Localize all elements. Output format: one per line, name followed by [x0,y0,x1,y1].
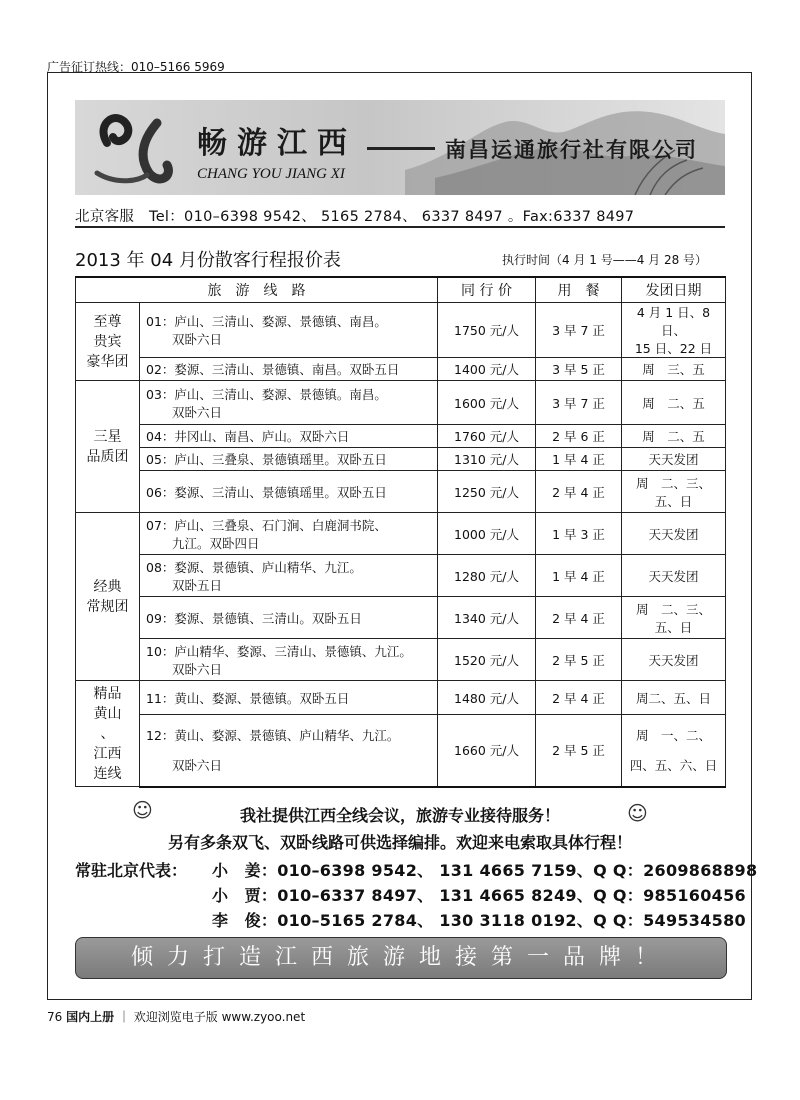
banner-title: 畅游江西 [197,126,357,161]
meal-cell: 2 早 6 正 [536,425,622,448]
route-cell: 01：庐山、三清山、婺源、景德镇、南昌。 双卧六日 [140,303,438,358]
price-cell: 1600 元/人 [438,381,536,425]
slogan-banner: 倾力打造江西旅游地接第一品牌！ [75,937,727,979]
table-header-row [76,277,726,303]
banner-subtitle: CHANG YOU JIANG XI [197,166,345,182]
date-cell: 周 二、三、 五、日 [622,597,726,639]
route-cell: 11：黄山、婺源、景德镇。双卧五日 [140,681,438,715]
price-cell: 1280 元/人 [438,555,536,597]
table-row [76,358,726,381]
contact-divider [75,226,725,228]
route-cell: 02：婺源、三清山、景德镇、南昌。双卧五日 [140,358,438,381]
price-cell: 1660 元/人 [438,715,536,787]
route-cell: 03：庐山、三清山、婺源、景德镇。南昌。 双卧六日 [140,381,438,425]
route-cell: 12：黄山、婺源、景德镇、庐山精华、九江。 双卧六日 [140,715,438,787]
header-price: 同 行 价 [438,277,536,303]
table-row [76,597,726,639]
ad-hotline: 广告征订热线：010–5166 5969 [47,60,225,74]
table-row [76,513,726,555]
promo-line-2: 另有多条双飞、双卧线路可供选择编排。欢迎来电索取具体行程！ [167,833,632,852]
date-cell: 天天发团 [622,639,726,681]
header-meal: 用 餐 [536,277,622,303]
meal-cell: 2 早 4 正 [536,681,622,715]
route-cell: 06：婺源、三清山、景德镇瑶里。双卧五日 [140,471,438,513]
contact-line: 北京客服 Tel：010–6398 9542、 5165 2784、 6337 8497 。Fax:6337 8497 [75,209,635,225]
table-row [76,471,726,513]
table-title: 2013 年 04 月份散客行程报价表 [75,250,341,271]
group-cell: 三星 品质团 [76,381,140,513]
execution-period: 执行时间（4 月 1 号——4 月 28 号） [502,253,708,267]
date-cell: 天天发团 [622,555,726,597]
price-cell: 1760 元/人 [438,425,536,448]
footer-note: 欢迎浏览电子版 www.zyoo.net [133,1010,306,1024]
meal-cell: 1 早 4 正 [536,555,622,597]
date-cell: 周 二、五 [622,381,726,425]
route-cell: 08：婺源、景德镇、庐山精华、九江。 双卧五日 [140,555,438,597]
meal-cell: 2 早 5 正 [536,715,622,787]
table-row [76,448,726,471]
date-cell: 周 一、二、 四、五、六、日 [622,715,726,787]
price-cell: 1310 元/人 [438,448,536,471]
date-cell: 周 二、五 [622,425,726,448]
promo-line-1: 我社提供江西全线会议，旅游专业接待服务！ [239,806,560,825]
date-cell: 天天发团 [622,448,726,471]
group-cell: 至尊 贵宾 豪华团 [76,303,140,381]
table-row [76,715,726,787]
route-cell: 10：庐山精华、婺源、三清山、景德镇、九江。 双卧六日 [140,639,438,681]
table-row [76,425,726,448]
date-cell: 天天发团 [622,513,726,555]
smiley-icon: ☺ [132,798,153,822]
meal-cell: 2 早 4 正 [536,597,622,639]
date-cell: 周 三、五 [622,358,726,381]
route-cell: 05：庐山、三叠泉、景德镇瑶里。双卧五日 [140,448,438,471]
date-cell: 4 月 1 日、8 日、 15 日、22 日 [622,303,726,358]
price-cell: 1000 元/人 [438,513,536,555]
price-cell: 1480 元/人 [438,681,536,715]
route-cell: 09：婺源、景德镇、三清山。双卧五日 [140,597,438,639]
table-row [76,639,726,681]
meal-cell: 3 早 5 正 [536,358,622,381]
date-cell: 周二、五、日 [622,681,726,715]
date-cell: 周 二、三、 五、日 [622,471,726,513]
page-footer: 76 国内上册 ｜ 欢迎浏览电子版 www.zyoo.net [47,1010,306,1024]
rep-contact: 小 姜：010–6398 9542、 131 4665 7159、Q Q：2609868898 [212,861,758,880]
price-cell: 1750 元/人 [438,303,536,358]
header-departure-date: 发团日期 [622,277,726,303]
table-row [76,681,726,715]
meal-cell: 2 早 5 正 [536,639,622,681]
group-cell: 精品 黄山 、 江西 连线 [76,681,140,787]
banner [75,100,725,195]
company-name: 南昌运通旅行社有限公司 [445,137,698,162]
meal-cell: 2 早 4 正 [536,471,622,513]
meal-cell: 3 早 7 正 [536,381,622,425]
price-cell: 1400 元/人 [438,358,536,381]
table-row [76,381,726,425]
page-number: 76 [47,1010,63,1024]
meal-cell: 1 早 4 正 [536,448,622,471]
section-name: 国内上册 [66,1010,115,1024]
swirl-logo-icon [87,103,187,193]
smiley-icon: ☺ [627,801,648,825]
table-row [76,555,726,597]
group-cell: 经典 常规团 [76,513,140,681]
price-cell: 1340 元/人 [438,597,536,639]
header-route: 旅 游 线 路 [76,277,438,303]
beijing-rep-label: 常驻北京代表： [75,861,188,880]
price-cell: 1250 元/人 [438,471,536,513]
price-cell: 1520 元/人 [438,639,536,681]
meal-cell: 3 早 7 正 [536,303,622,358]
rep-contact: 李 俊：010–5165 2784、 130 3118 0192、Q Q：549534580 [212,911,746,930]
banner-dash [367,147,435,150]
itinerary-price-table [75,276,726,788]
meal-cell: 1 早 3 正 [536,513,622,555]
table-row [76,303,726,358]
rep-contact: 小 贾：010–6337 8497、 131 4665 8249、Q Q：985160456 [212,886,746,905]
route-cell: 04：井冈山、南昌、庐山。双卧六日 [140,425,438,448]
route-cell: 07：庐山、三叠泉、石门涧、白鹿洞书院、 九江。双卧四日 [140,513,438,555]
